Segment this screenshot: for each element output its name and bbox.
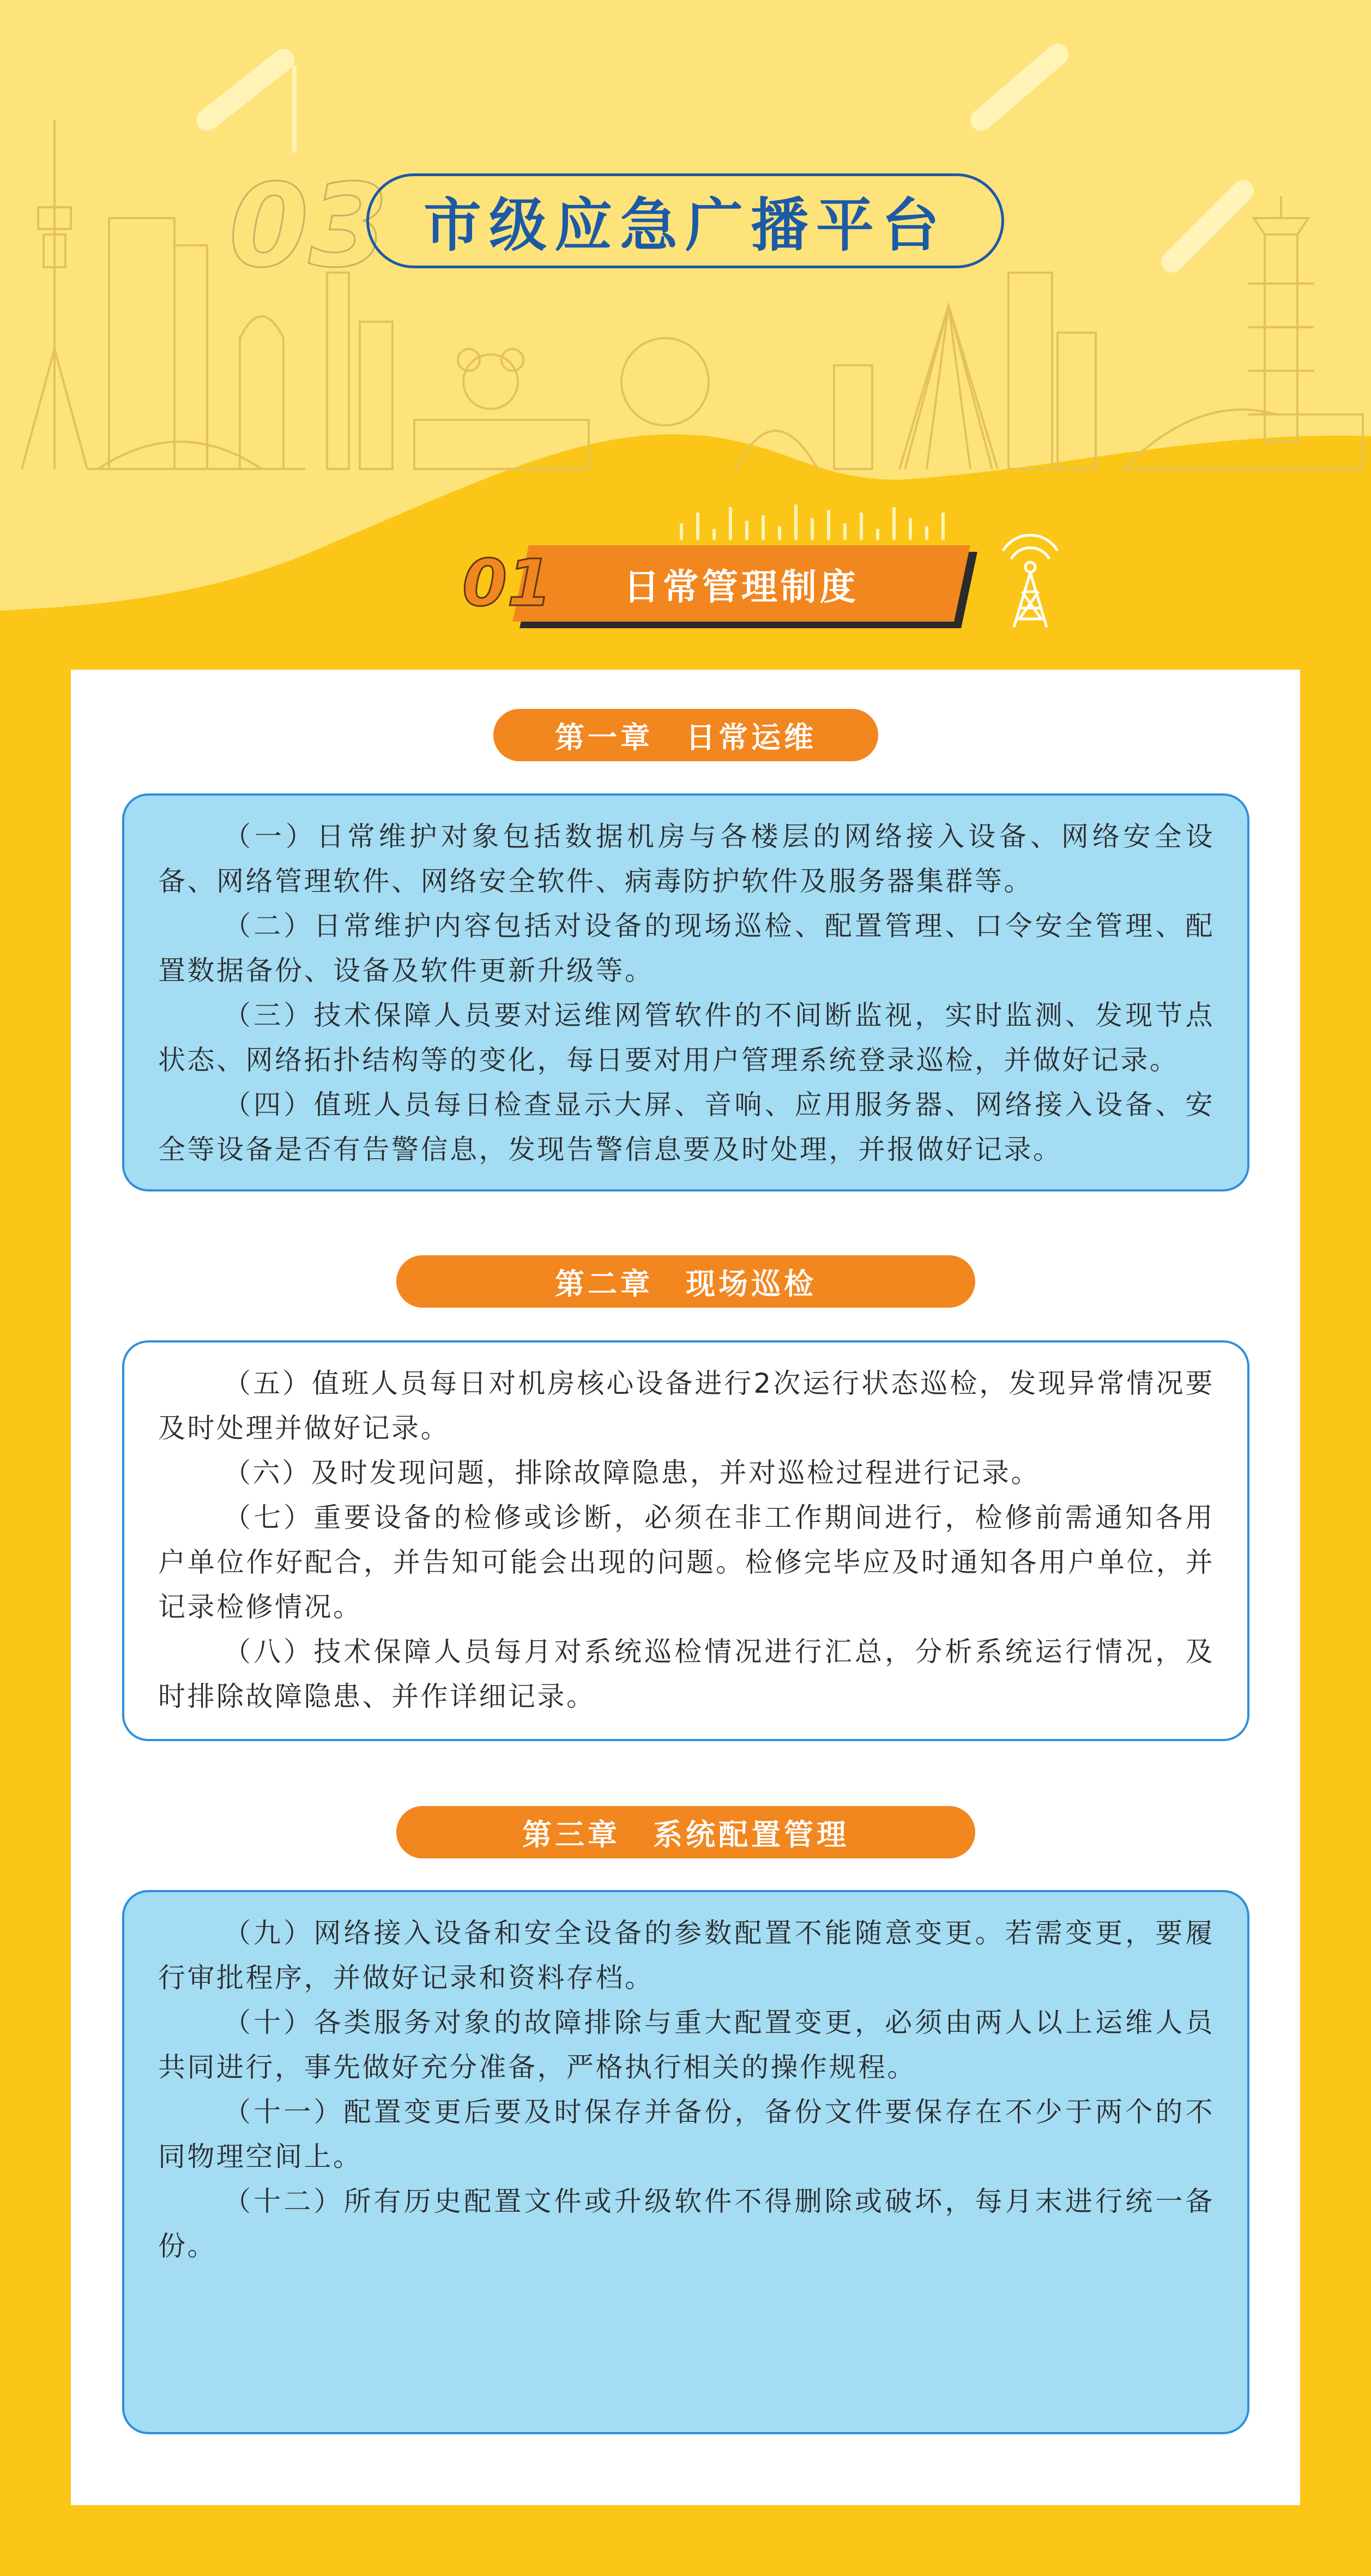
subheader-banner [512, 545, 970, 622]
chapter-1-paragraph-3: （三）技术保障人员要对运维网管软件的不间断监视，实时监测、发现节点状态、网络拓扑结构等的变化，每日要对用户管理系统登录巡检，并做好记录。 [158, 1000, 1215, 1076]
subheader-title: 日常管理制度 [624, 565, 859, 608]
chapter-3-paragraph-4: （十二）所有历史配置文件或升级软件不得删除或破坏，每月末进行统一备份。 [158, 2186, 1215, 2262]
city-skyline-illustration [0, 0, 1371, 627]
chapter-2-paragraph-1: （五）值班人员每日对机房核心设备进行2次运行状态巡检，发现异常情况要及时处理并做好记录。 [158, 1368, 1215, 1444]
chapter-2-title: 第二章 现场巡检 [396, 1255, 975, 1308]
page-title-pill [366, 173, 1004, 268]
chapter-2-paragraph-4: （八）技术保障人员每月对系统巡检情况进行汇总，分析系统运行情况，及时排除故障隐患、并作详细记录。 [158, 1636, 1215, 1712]
chapter-1-paragraph-4: （四）值班人员每日检查显示大屏、音响、应用服务器、网络接入设备、安全等设备是否有告警信息，发现告警信息要及时处理，并报做好记录。 [158, 1089, 1215, 1165]
chapter-1-title: 第一章 日常运维 [493, 709, 878, 761]
chapter-3-paragraph-3: （十一）配置变更后要及时保存并备份，备份文件要保存在不少于两个的不同物理空间上。 [158, 2096, 1215, 2172]
chapter-1-paragraph-2: （二）日常维护内容包括对设备的现场巡检、配置管理、口令安全管理、配置数据备份、设备及软件更新升级等。 [158, 910, 1215, 986]
section-number: 03 [229, 159, 389, 293]
chapter-2-paragraph-3: （七）重要设备的检修或诊断，必须在非工作期间进行，检修前需通知各用户单位作好配合，并告知可能会出现的问题。检修完毕应及时通知各用户单位，并记录检修情况。 [158, 1502, 1215, 1623]
page-title: 市级应急广播平台 [424, 192, 947, 259]
subheader-number: 01 [462, 545, 552, 621]
chapter-3-paragraph-1: （九）网络接入设备和安全设备的参数配置不能随意变更。若需变更，要履行审批程序，并做好记录和资料存档。 [158, 1917, 1215, 1994]
chapter-3-title: 第三章 系统配置管理 [396, 1806, 975, 1858]
chapter-1-content [122, 793, 1249, 1191]
chapter-3-content [122, 1890, 1249, 2434]
chapter-2-content [122, 1340, 1249, 1741]
chapter-3-paragraph-2: （十）各类服务对象的故障排除与重大配置变更，必须由两人以上运维人员共同进行，事先做好充分准备，严格执行相关的操作规程。 [158, 2007, 1215, 2083]
chapter-1-paragraph-1: （一）日常维护对象包括数据机房与各楼层的网络接入设备、网络安全设备、网络管理软件、网络安全软件、病毒防护软件及服务器集群等。 [158, 821, 1215, 897]
chapter-2-paragraph-2: （六）及时发现问题，排除故障隐患，并对巡检过程进行记录。 [224, 1457, 1040, 1489]
broadcast-tower-icon [992, 529, 1068, 630]
